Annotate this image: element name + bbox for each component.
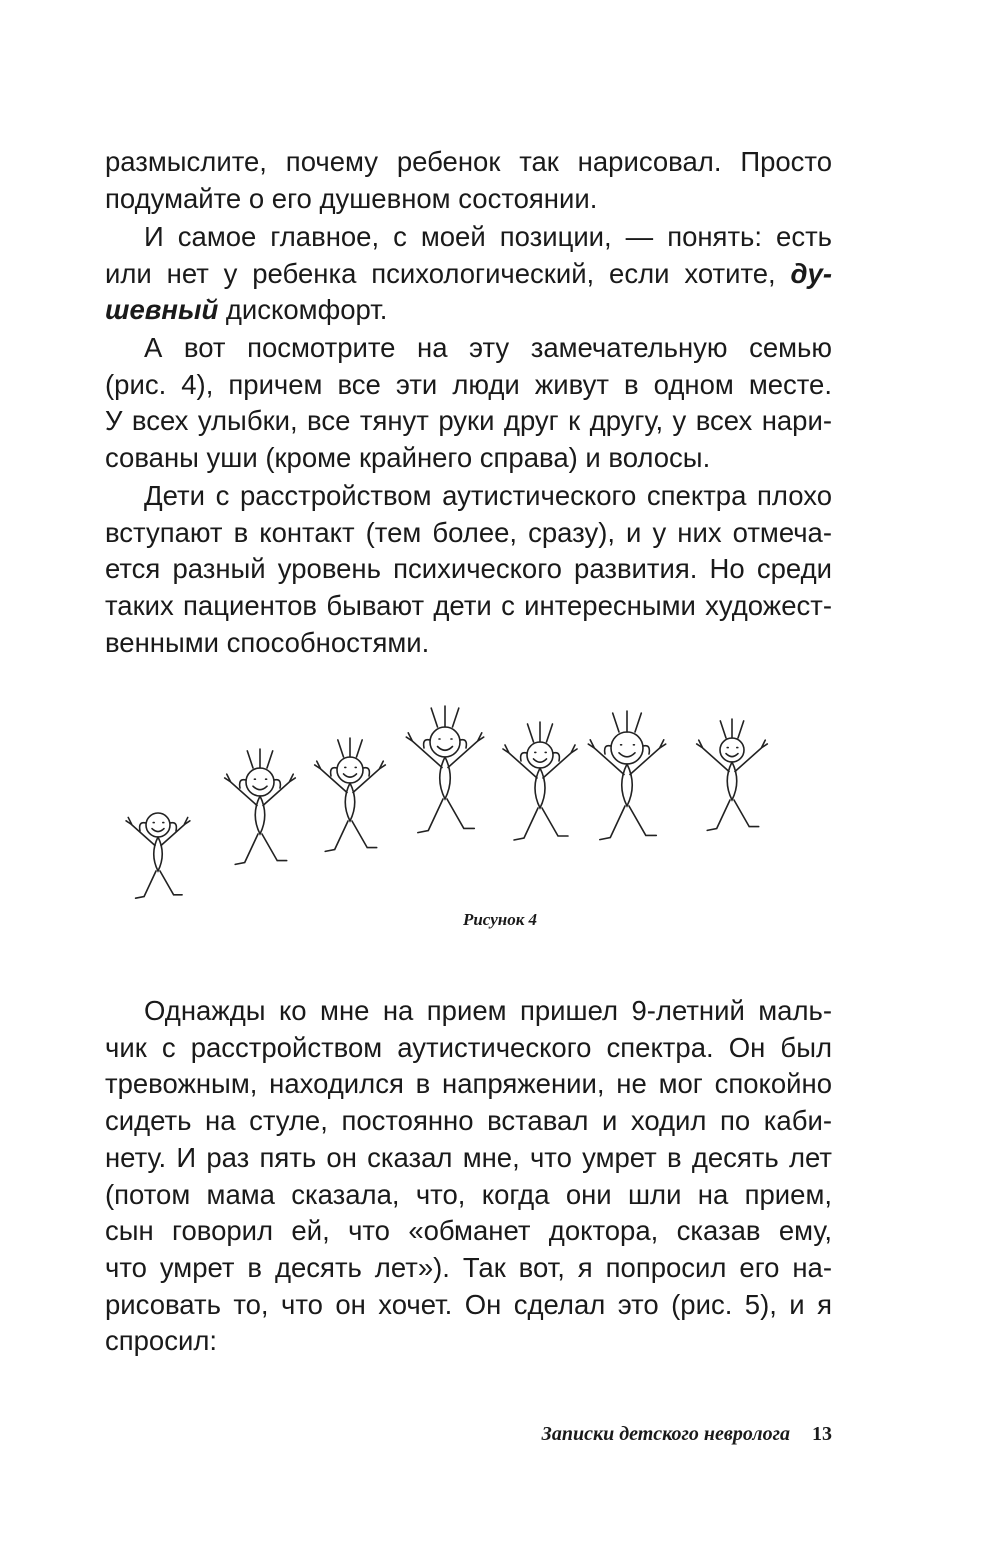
figure-caption: Рисунок 4 <box>462 910 538 929</box>
paragraph-4 <box>105 478 832 662</box>
stick-figure <box>503 722 577 840</box>
paragraph-line: нету. И раз пять он сказал мне, что умрет в десять лет <box>105 1141 832 1173</box>
stick-figure <box>697 719 768 830</box>
stick-figure <box>126 813 190 898</box>
paragraph-line: таких пациентов бывают дети с интересными художест- <box>105 590 832 622</box>
paragraph-line: ется разный уровень психического развития. Но среди <box>105 553 832 585</box>
page-number: 13 <box>812 1423 832 1445</box>
paragraph-5 <box>105 993 832 1360</box>
stick-figure <box>315 738 386 851</box>
paragraph-line: подумайте о его душевном состоянии. <box>105 182 598 214</box>
paragraph-line: сын говорил ей, что «обманет доктора, сказав ему, <box>105 1215 832 1247</box>
paragraph-line <box>105 256 832 293</box>
paragraph-line: сидеть на стуле, постоянно вставал и ходил по каби- <box>105 1105 832 1137</box>
paragraph-line: У всех улыбки, все тянут руки друг к другу, у всех нари- <box>105 405 832 437</box>
emphasis-text: ду- <box>790 257 832 289</box>
paragraph-line: Дети с расстройством аутистического спектра плохо <box>144 480 832 511</box>
text-run: дискомфорт. <box>218 294 388 326</box>
paragraph-line: спросил: <box>105 1325 218 1357</box>
paragraph-line <box>105 292 832 329</box>
paragraph-line: вступают в контакт (тем более, сразу), и у них отмеча- <box>105 516 832 548</box>
paragraph-2 <box>105 219 832 329</box>
running-footer <box>105 1423 832 1446</box>
paragraph-line: И самое главное, с моей позиции, — понять: есть <box>144 221 832 252</box>
text-run: или нет у ребенка психологический, если хотите, <box>105 257 791 289</box>
childs-family-drawing <box>100 700 840 900</box>
stick-figure <box>588 711 665 840</box>
paragraph-line: рисовать то, что он хочет. Он сделал это (рис. 5), и я <box>105 1288 832 1320</box>
paragraph-line: сованы уши (кроме крайнего справа) и волосы. <box>105 442 711 474</box>
paragraph-1 <box>105 144 832 217</box>
paragraph-line: А вот посмотрите на эту замечательную семью <box>144 332 832 363</box>
paragraph-3 <box>105 330 832 477</box>
paragraph-line: чик с расстройством аутистического спектра. Он был <box>105 1031 832 1063</box>
paragraph-line: тревожным, находился в напряжении, не мог спокойно <box>105 1068 832 1100</box>
book-title: Записки детского невролога <box>541 1423 790 1445</box>
paragraph-line: (потом мама сказала, что, когда они шли на прием, <box>105 1178 832 1210</box>
stick-figure <box>225 749 296 864</box>
paragraph-line: Однажды ко мне на прием пришел 9-летний маль- <box>144 995 832 1026</box>
paragraph-line: размыслите, почему ребенок так нарисовал. Просто <box>105 146 832 177</box>
paragraph-line: что умрет в десять лет»). Так вот, я попросил его на- <box>105 1251 832 1283</box>
stick-figure <box>406 706 483 833</box>
emphasis-text: шевный <box>105 294 219 326</box>
paragraph-line: венными способностями. <box>105 626 430 658</box>
paragraph-line: (рис. 4), причем все эти люди живут в одном месте. <box>105 368 832 400</box>
